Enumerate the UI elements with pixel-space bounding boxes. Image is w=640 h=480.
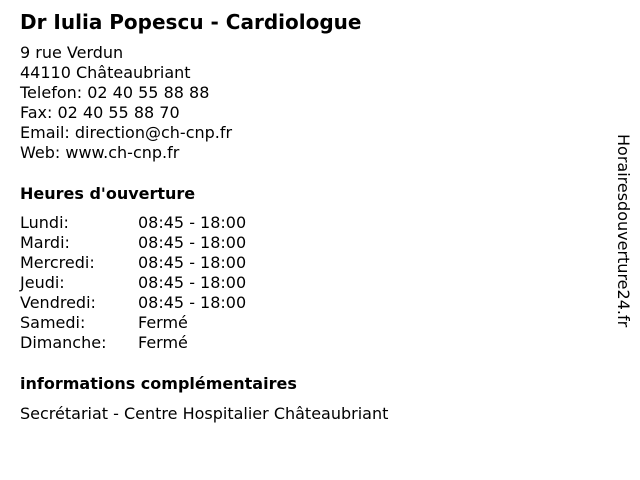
additional-info-heading: informations complémentaires: [20, 374, 297, 393]
day-hours: Fermé: [138, 313, 188, 332]
day-hours: 08:45 - 18:00: [138, 253, 247, 272]
day-label: Vendredi:: [20, 293, 96, 312]
day-hours: 08:45 - 18:00: [138, 233, 247, 252]
street-address: 9 rue Verdun: [20, 43, 124, 62]
hours-row-tuesday: [20, 233, 340, 253]
hours-row-friday: [20, 293, 340, 313]
contact-block: [20, 43, 232, 163]
hours-row-thursday: [20, 273, 340, 293]
hours-row-monday: [20, 213, 340, 233]
day-label: Jeudi:: [20, 273, 65, 292]
hours-row-sunday: [20, 333, 340, 353]
city-postcode: 44110 Châteaubriant: [20, 63, 191, 82]
day-hours: 08:45 - 18:00: [138, 293, 247, 312]
fax-number: Fax: 02 40 55 88 70: [20, 103, 180, 122]
day-hours: Fermé: [138, 333, 188, 352]
website: Web: www.ch-cnp.fr: [20, 143, 180, 162]
day-label: Dimanche:: [20, 333, 107, 352]
day-label: Mercredi:: [20, 253, 95, 272]
hours-row-wednesday: [20, 253, 340, 273]
day-hours: 08:45 - 18:00: [138, 273, 247, 292]
day-label: Lundi:: [20, 213, 69, 232]
phone-number: Telefon: 02 40 55 88 88: [20, 83, 210, 102]
opening-hours-heading: Heures d'ouverture: [20, 184, 196, 203]
page-title: Dr Iulia Popescu - Cardiologue: [20, 10, 362, 34]
site-watermark: Horairesdouverture24.fr: [614, 134, 633, 328]
hours-row-saturday: [20, 313, 340, 333]
opening-hours-table: [20, 213, 340, 353]
day-label: Samedi:: [20, 313, 86, 332]
day-label: Mardi:: [20, 233, 70, 252]
email-address: Email: direction@ch-cnp.fr: [20, 123, 233, 142]
day-hours: 08:45 - 18:00: [138, 213, 247, 232]
additional-info-text: Secrétariat - Centre Hospitalier Châteaubriant: [20, 404, 389, 423]
